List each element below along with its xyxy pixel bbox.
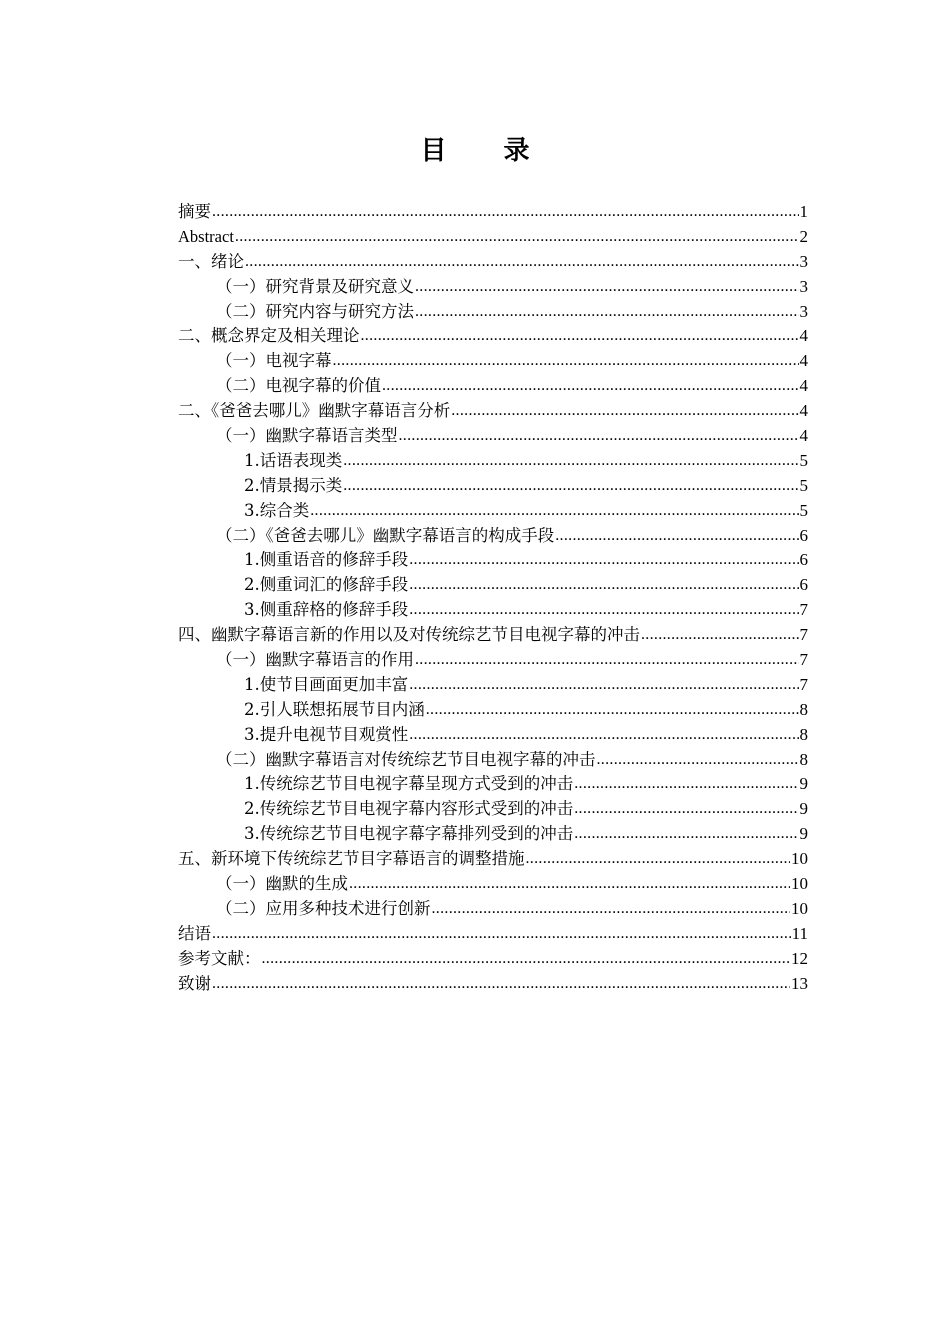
toc-entry bbox=[178, 797, 808, 822]
toc-leader bbox=[415, 274, 799, 300]
toc-entry bbox=[178, 424, 808, 449]
toc-entry-page: 5 bbox=[799, 500, 808, 520]
toc-entry-page: 4 bbox=[799, 401, 808, 421]
toc-leader bbox=[212, 921, 791, 947]
toc-leader bbox=[426, 697, 799, 723]
toc-entry-page: 10 bbox=[791, 898, 808, 918]
toc-leader bbox=[399, 423, 799, 449]
toc-entry bbox=[178, 499, 808, 524]
toc-entry-page: 7 bbox=[799, 600, 808, 620]
toc-entry bbox=[178, 922, 808, 947]
toc-entry-text: （一）幽默的生成 bbox=[216, 874, 348, 894]
toc-entry bbox=[178, 449, 808, 474]
toc-entry bbox=[178, 225, 808, 250]
toc-entry bbox=[178, 897, 808, 922]
toc-entry bbox=[178, 822, 808, 847]
toc-entry-page: 4 bbox=[799, 326, 808, 346]
toc-entry-page: 3 bbox=[799, 251, 808, 271]
toc-entry-text: 1.话语表现类 bbox=[244, 450, 343, 470]
toc-entry bbox=[178, 524, 808, 549]
toc-entry-page: 7 bbox=[799, 625, 808, 645]
toc-leader bbox=[574, 821, 798, 847]
toc-entry bbox=[178, 300, 808, 325]
toc-entry bbox=[178, 698, 808, 723]
toc-entry-text: 3.传统综艺节目电视字幕字幕排列受到的冲击 bbox=[244, 824, 574, 844]
toc-entry-text: （一）研究背景及研究意义 bbox=[216, 276, 414, 296]
toc-entry-text: （二）幽默字幕语言对传统综艺节目电视字幕的冲击 bbox=[216, 749, 596, 769]
toc-entry-page: 9 bbox=[799, 824, 808, 844]
toc-entry bbox=[178, 872, 808, 897]
toc-entry-page: 12 bbox=[791, 948, 808, 968]
toc-entry-text: Abstract bbox=[178, 226, 234, 246]
toc-leader bbox=[262, 946, 791, 972]
toc-entry-page: 6 bbox=[799, 550, 808, 570]
toc-entry-text: 3.综合类 bbox=[244, 500, 310, 520]
toc-entry bbox=[178, 399, 808, 424]
toc-entry-page: 10 bbox=[791, 874, 808, 894]
toc-entry-text: 2.侧重词汇的修辞手段 bbox=[244, 575, 409, 595]
toc-leader bbox=[349, 871, 790, 897]
toc-leader bbox=[574, 796, 798, 822]
toc-entry bbox=[178, 673, 808, 698]
toc-entry bbox=[178, 349, 808, 374]
toc-leader bbox=[235, 224, 799, 250]
toc-entry-text: 致谢 bbox=[178, 973, 211, 993]
toc-entry bbox=[178, 275, 808, 300]
toc-entry-text: （二）研究内容与研究方法 bbox=[216, 301, 414, 321]
toc-entry-page: 7 bbox=[799, 650, 808, 670]
toc-list bbox=[178, 200, 808, 997]
toc-entry-text: 1.侧重语音的修辞手段 bbox=[244, 550, 409, 570]
toc-leader bbox=[409, 672, 798, 698]
toc-leader bbox=[555, 523, 798, 549]
toc-entry-page: 6 bbox=[799, 575, 808, 595]
toc-entry-page: 13 bbox=[791, 973, 808, 993]
toc-entry-text: （二）电视字幕的价值 bbox=[216, 376, 381, 396]
toc-entry-text: 五、新环境下传统综艺节目字幕语言的调整措施 bbox=[178, 849, 525, 869]
toc-entry bbox=[178, 847, 808, 872]
toc-entry bbox=[178, 573, 808, 598]
toc-leader bbox=[361, 323, 799, 349]
toc-leader bbox=[333, 348, 799, 374]
toc-entry-text: 摘要 bbox=[178, 202, 211, 221]
toc-entry-page: 1 bbox=[799, 202, 808, 221]
toc-entry bbox=[178, 598, 808, 623]
toc-leader bbox=[597, 747, 799, 773]
toc-entry-page: 8 bbox=[799, 749, 808, 769]
toc-leader bbox=[382, 373, 799, 399]
toc-entry-page: 2 bbox=[799, 226, 808, 246]
toc-entry-page: 4 bbox=[799, 376, 808, 396]
toc-leader bbox=[245, 249, 799, 275]
toc-entry-text: 3.侧重辞格的修辞手段 bbox=[244, 600, 409, 620]
toc-entry-page: 11 bbox=[791, 923, 808, 943]
toc-entry-page: 5 bbox=[799, 475, 808, 495]
toc-entry-page: 8 bbox=[799, 724, 808, 744]
toc-entry-text: 1.传统综艺节目电视字幕呈现方式受到的冲击 bbox=[244, 774, 574, 794]
toc-leader bbox=[409, 597, 798, 623]
toc-title: 目 录 bbox=[420, 136, 554, 166]
toc-entry bbox=[178, 474, 808, 499]
toc-entry-text: （一）电视字幕 bbox=[216, 351, 332, 371]
toc-leader bbox=[526, 846, 791, 872]
toc-leader bbox=[212, 971, 790, 997]
toc-entry bbox=[178, 623, 808, 648]
toc-leader bbox=[409, 572, 798, 598]
toc-entry bbox=[178, 324, 808, 349]
toc-entry bbox=[178, 374, 808, 399]
toc-entry-text: 2.情景揭示类 bbox=[244, 475, 343, 495]
toc-entry-text: 二、《爸爸去哪儿》幽默字幕语言分析 bbox=[178, 401, 451, 421]
toc-entry-page: 10 bbox=[791, 849, 808, 869]
toc-leader bbox=[574, 771, 798, 797]
toc-leader bbox=[641, 622, 799, 648]
toc-entry-page: 9 bbox=[799, 774, 808, 794]
toc-leader bbox=[343, 473, 798, 499]
toc-entry-text: 3.提升电视节目观赏性 bbox=[244, 724, 409, 744]
toc-entry-page: 9 bbox=[799, 799, 808, 819]
toc-entry-text: （一）幽默字幕语言的作用 bbox=[216, 650, 414, 670]
toc-entry bbox=[178, 772, 808, 797]
toc-entry-text: 二、概念界定及相关理论 bbox=[178, 326, 360, 346]
toc-entry-text: 1.使节目画面更加丰富 bbox=[244, 674, 409, 694]
toc-entry bbox=[178, 200, 808, 225]
toc-entry-text: （一）幽默字幕语言类型 bbox=[216, 426, 398, 446]
toc-entry-page: 8 bbox=[799, 699, 808, 719]
toc-entry-text: （二）《爸爸去哪儿》幽默字幕语言的构成手段 bbox=[216, 525, 555, 545]
toc-entry-page: 4 bbox=[799, 351, 808, 371]
toc-leader bbox=[409, 547, 798, 573]
toc-leader bbox=[409, 722, 798, 748]
toc-entry-text: 四、幽默字幕语言新的作用以及对传统综艺节目电视字幕的冲击 bbox=[178, 625, 640, 645]
toc-leader bbox=[415, 647, 799, 673]
toc-entry bbox=[178, 748, 808, 773]
toc-entry-text: 参考文献： bbox=[178, 948, 261, 968]
toc-leader bbox=[432, 896, 791, 922]
toc-entry bbox=[178, 648, 808, 673]
toc-entry-page: 5 bbox=[799, 450, 808, 470]
toc-entry-text: 一、绪论 bbox=[178, 251, 244, 271]
toc-entry-text: 2.传统综艺节目电视字幕内容形式受到的冲击 bbox=[244, 799, 574, 819]
toc-leader bbox=[310, 498, 798, 524]
toc-leader bbox=[212, 199, 799, 225]
toc-entry bbox=[178, 723, 808, 748]
toc-entry bbox=[178, 947, 808, 972]
toc-entry-page: 4 bbox=[799, 426, 808, 446]
toc-leader bbox=[415, 299, 799, 325]
toc-entry-text: 结语 bbox=[178, 923, 211, 943]
toc-entry bbox=[178, 548, 808, 573]
toc-leader bbox=[343, 448, 798, 474]
toc-entry bbox=[178, 250, 808, 275]
toc-entry bbox=[178, 972, 808, 997]
toc-entry-page: 7 bbox=[799, 674, 808, 694]
toc-entry-page: 3 bbox=[799, 276, 808, 296]
toc-entry-text: （二）应用多种技术进行创新 bbox=[216, 898, 431, 918]
toc-entry-page: 6 bbox=[799, 525, 808, 545]
toc-entry-page: 3 bbox=[799, 301, 808, 321]
toc-entry-text: 2.引人联想拓展节目内涵 bbox=[244, 699, 425, 719]
toc-leader bbox=[451, 398, 798, 424]
